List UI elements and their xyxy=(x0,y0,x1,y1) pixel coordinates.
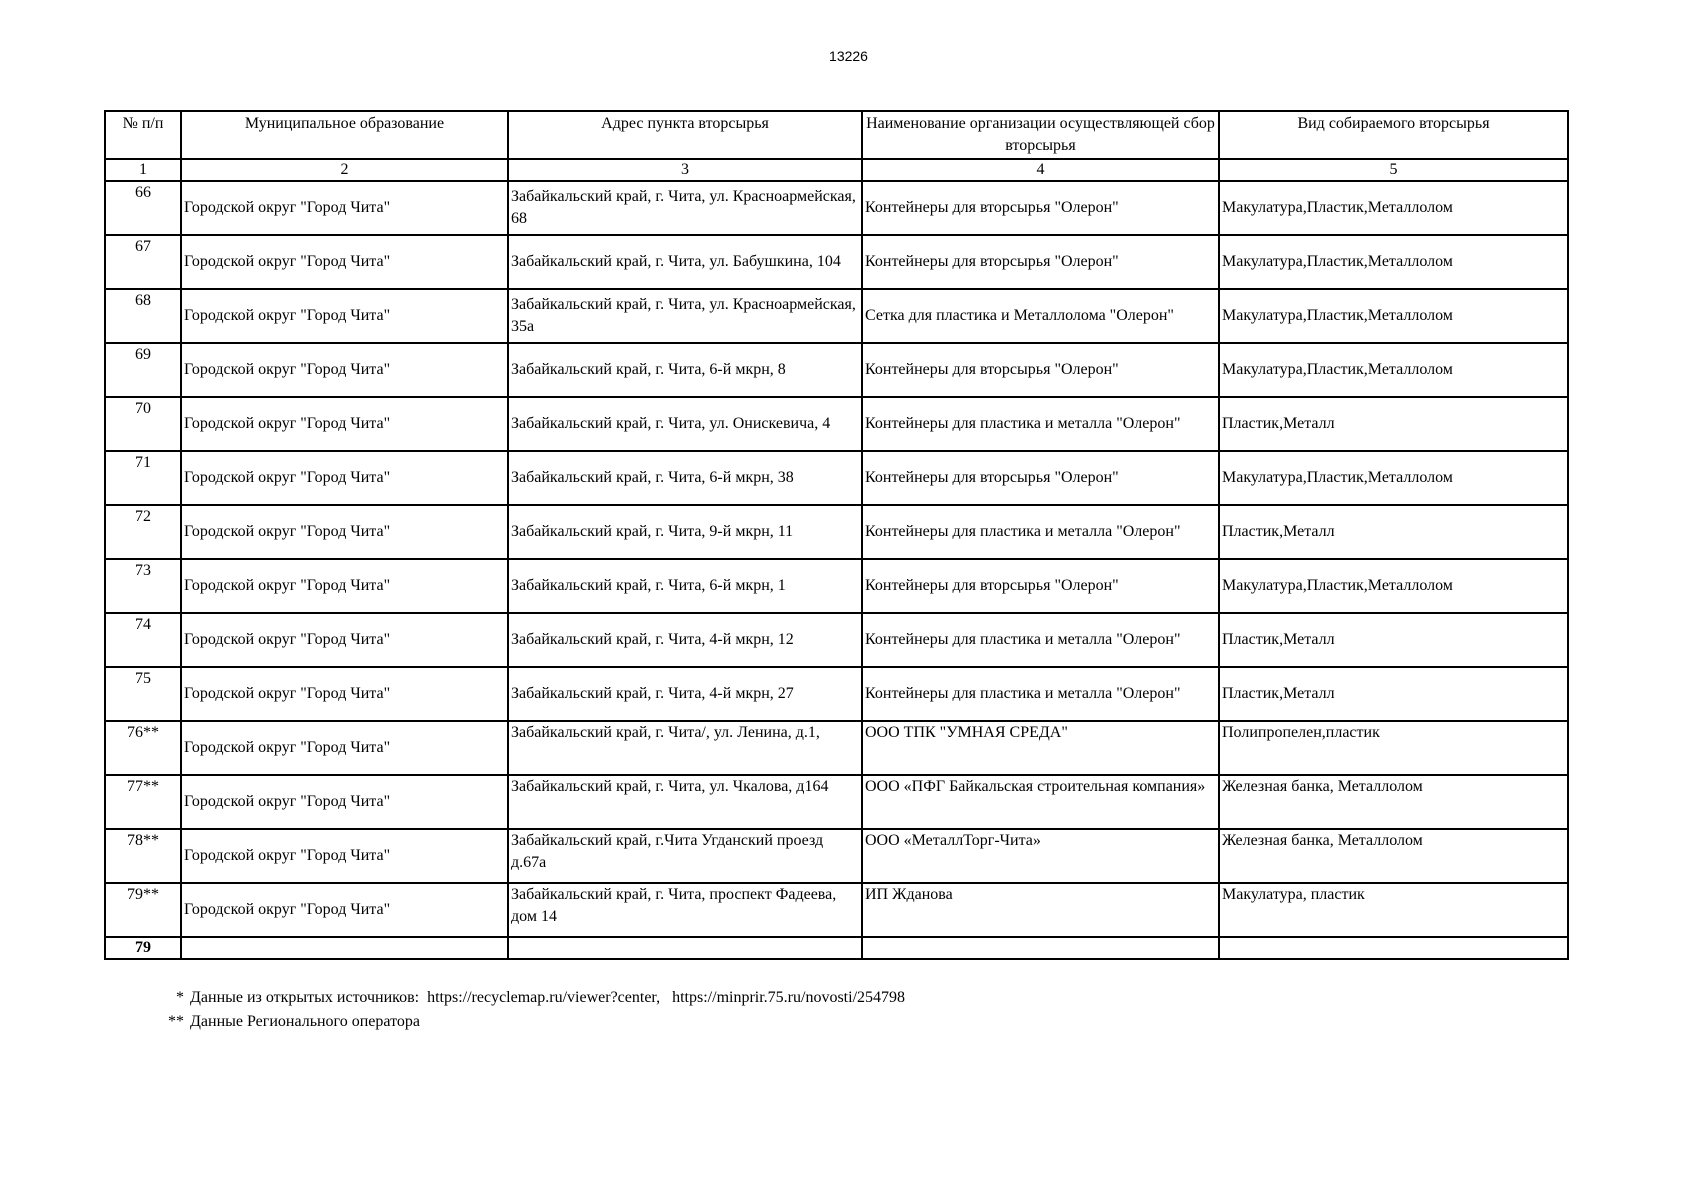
row-material-type: Пластик,Металл xyxy=(1219,667,1568,721)
row-municipality: Городской округ "Город Чита" xyxy=(181,505,508,559)
row-organization: Контейнеры для пластика и металла "Олерон" xyxy=(862,397,1219,451)
table-row xyxy=(105,343,1568,397)
row-material-type: Пластик,Металл xyxy=(1219,397,1568,451)
row-address: Забайкальский край, г. Чита, 6-й мкрн, 8 xyxy=(508,343,862,397)
footnote-text: Данные из открытых источников: https://recyclemap.ru/viewer?center, https://minprir.75.ru/novosti/254798 xyxy=(190,989,906,1006)
column-index: 1 xyxy=(105,159,181,181)
empty-cell xyxy=(508,937,862,959)
table-row xyxy=(105,235,1568,289)
row-organization: Контейнеры для вторсырья "Олерон" xyxy=(862,343,1219,397)
row-address: Забайкальский край, г. Чита, ул. Чкалова, д164 xyxy=(508,775,862,829)
row-municipality: Городской округ "Город Чита" xyxy=(181,451,508,505)
row-material-type: Макулатура, пластик xyxy=(1219,883,1568,937)
footnote-mark: ** xyxy=(168,1013,184,1030)
row-address: Забайкальский край, г. Чита, ул. Онискевича, 4 xyxy=(508,397,862,451)
row-municipality: Городской округ "Город Чита" xyxy=(181,235,508,289)
row-number: 71 xyxy=(105,451,181,505)
row-municipality: Городской округ "Город Чита" xyxy=(181,883,508,937)
table-row xyxy=(105,829,1568,883)
row-number: 77** xyxy=(105,775,181,829)
row-number: 67 xyxy=(105,235,181,289)
row-material-type: Пластик,Металл xyxy=(1219,505,1568,559)
row-address: Забайкальский край, г. Чита, ул. Бабушкина, 104 xyxy=(508,235,862,289)
row-material-type: Макулатура,Пластик,Металлолом xyxy=(1219,289,1568,343)
row-organization: ООО ТПК "УМНАЯ СРЕДА" xyxy=(862,721,1219,775)
row-number: 72 xyxy=(105,505,181,559)
row-organization: Контейнеры для пластика и металла "Олерон" xyxy=(862,505,1219,559)
row-material-type: Макулатура,Пластик,Металлолом xyxy=(1219,181,1568,235)
table-row xyxy=(105,181,1568,235)
recycling-points-table xyxy=(104,110,1569,960)
header-address: Адрес пункта вторсырья xyxy=(508,111,862,159)
footnote-open-sources xyxy=(158,986,905,1010)
row-organization: Сетка для пластика и Металлолома "Олерон" xyxy=(862,289,1219,343)
row-material-type: Пластик,Металл xyxy=(1219,613,1568,667)
table-row xyxy=(105,721,1568,775)
header-material-type: Вид собираемого вторсырья xyxy=(1219,111,1568,159)
table-row xyxy=(105,289,1568,343)
row-organization: Контейнеры для вторсырья "Олерон" xyxy=(862,181,1219,235)
row-municipality: Городской округ "Город Чита" xyxy=(181,613,508,667)
table-row xyxy=(105,397,1568,451)
row-number: 78** xyxy=(105,829,181,883)
row-address: Забайкальский край, г. Чита, ул. Красноармейская, 68 xyxy=(508,181,862,235)
row-municipality: Городской округ "Город Чита" xyxy=(181,289,508,343)
table-row xyxy=(105,883,1568,937)
header-organization: Наименование организации осуществляющей сбор вторсырья xyxy=(862,111,1219,159)
row-organization: Контейнеры для пластика и металла "Олерон" xyxy=(862,667,1219,721)
row-organization: Контейнеры для вторсырья "Олерон" xyxy=(862,451,1219,505)
header-number: № п/п xyxy=(105,111,181,159)
row-municipality: Городской округ "Город Чита" xyxy=(181,181,508,235)
row-municipality: Городской округ "Город Чита" xyxy=(181,559,508,613)
row-material-type: Железная банка, Металлолом xyxy=(1219,829,1568,883)
row-organization: ООО «МеталлТорг-Чита» xyxy=(862,829,1219,883)
row-number: 79** xyxy=(105,883,181,937)
row-municipality: Городской округ "Город Чита" xyxy=(181,343,508,397)
row-address: Забайкальский край, г.Чита Угданский проезд д.67а xyxy=(508,829,862,883)
row-number: 69 xyxy=(105,343,181,397)
table-header-row xyxy=(105,111,1568,159)
total-count: 79 xyxy=(105,937,181,959)
table-row xyxy=(105,505,1568,559)
row-address: Забайкальский край, г. Чита, ул. Красноармейская, 35а xyxy=(508,289,862,343)
column-index: 4 xyxy=(862,159,1219,181)
row-address: Забайкальский край, г. Чита, 6-й мкрн, 1 xyxy=(508,559,862,613)
row-material-type: Железная банка, Металлолом xyxy=(1219,775,1568,829)
row-municipality: Городской округ "Город Чита" xyxy=(181,829,508,883)
page-number: 13226 xyxy=(829,48,868,64)
row-municipality: Городской округ "Город Чита" xyxy=(181,721,508,775)
row-address: Забайкальский край, г. Чита, 4-й мкрн, 27 xyxy=(508,667,862,721)
column-index: 2 xyxy=(181,159,508,181)
row-number: 66 xyxy=(105,181,181,235)
row-municipality: Городской округ "Город Чита" xyxy=(181,667,508,721)
row-material-type: Макулатура,Пластик,Металлолом xyxy=(1219,451,1568,505)
row-municipality: Городской округ "Город Чита" xyxy=(181,397,508,451)
empty-cell xyxy=(181,937,508,959)
row-organization: Контейнеры для пластика и металла "Олерон" xyxy=(862,613,1219,667)
footnote-regional-operator xyxy=(158,1010,905,1034)
row-number: 75 xyxy=(105,667,181,721)
table-total-row xyxy=(105,937,1568,959)
column-index-row xyxy=(105,159,1568,181)
row-material-type: Макулатура,Пластик,Металлолом xyxy=(1219,235,1568,289)
row-address: Забайкальский край, г. Чита, 4-й мкрн, 12 xyxy=(508,613,862,667)
table-row xyxy=(105,775,1568,829)
row-material-type: Макулатура,Пластик,Металлолом xyxy=(1219,343,1568,397)
row-address: Забайкальский край, г. Чита, 6-й мкрн, 38 xyxy=(508,451,862,505)
row-material-type: Макулатура,Пластик,Металлолом xyxy=(1219,559,1568,613)
row-number: 74 xyxy=(105,613,181,667)
footnote-mark: * xyxy=(176,989,184,1006)
row-address: Забайкальский край, г. Чита/, ул. Ленина, д.1, xyxy=(508,721,862,775)
table-row xyxy=(105,667,1568,721)
row-number: 70 xyxy=(105,397,181,451)
table-row xyxy=(105,613,1568,667)
table-row xyxy=(105,451,1568,505)
column-index: 5 xyxy=(1219,159,1568,181)
row-municipality: Городской округ "Город Чита" xyxy=(181,775,508,829)
row-number: 68 xyxy=(105,289,181,343)
row-organization: Контейнеры для вторсырья "Олерон" xyxy=(862,559,1219,613)
footnote-text: Данные Регионального оператора xyxy=(190,1013,420,1030)
header-municipality: Муниципальное образование xyxy=(181,111,508,159)
row-address: Забайкальский край, г. Чита, проспект Фадеева, дом 14 xyxy=(508,883,862,937)
column-index: 3 xyxy=(508,159,862,181)
row-organization: ООО «ПФГ Байкальская строительная компания» xyxy=(862,775,1219,829)
footnotes xyxy=(158,986,905,1034)
row-address: Забайкальский край, г. Чита, 9-й мкрн, 11 xyxy=(508,505,862,559)
empty-cell xyxy=(1219,937,1568,959)
row-number: 76** xyxy=(105,721,181,775)
row-organization: Контейнеры для вторсырья "Олерон" xyxy=(862,235,1219,289)
row-organization: ИП Жданова xyxy=(862,883,1219,937)
row-material-type: Полипропелен,пластик xyxy=(1219,721,1568,775)
table-row xyxy=(105,559,1568,613)
row-number: 73 xyxy=(105,559,181,613)
empty-cell xyxy=(862,937,1219,959)
